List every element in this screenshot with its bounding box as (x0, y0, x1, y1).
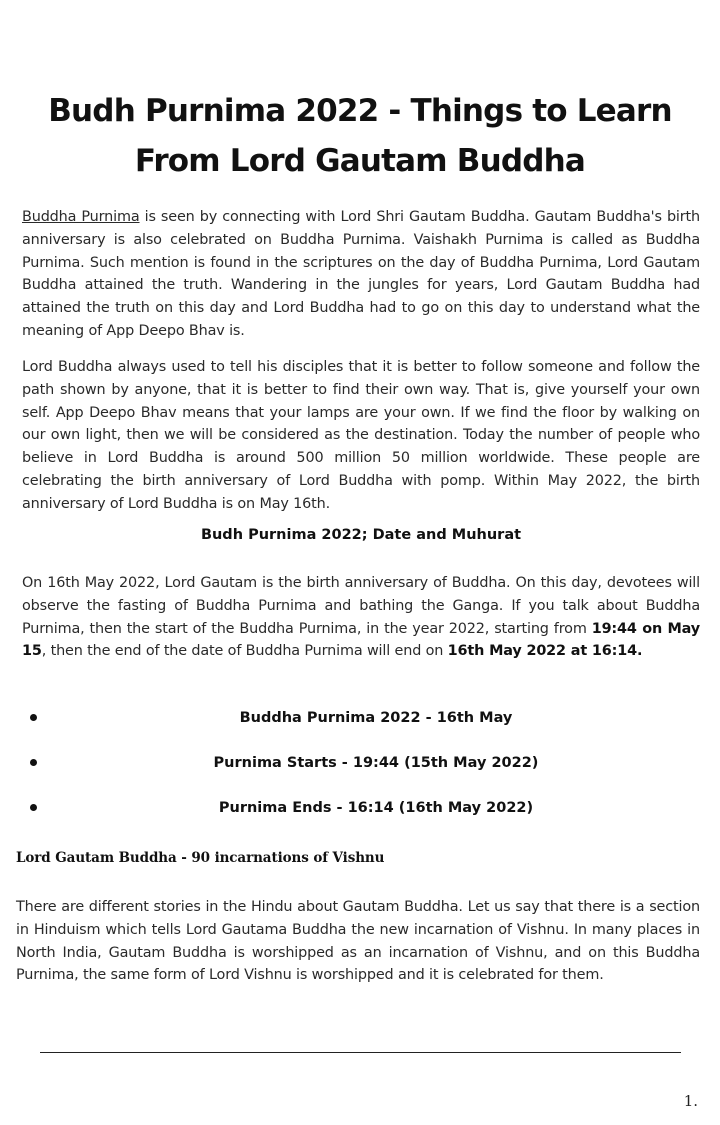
start-time-bold: 19:44 on May 15 (22, 620, 700, 660)
page-number: 1. (683, 1092, 698, 1110)
incarnations-paragraph: There are different stories in the Hindu about Gautam Buddha. Let us say that there is a section in Hinduism which tells Lord Gautama Buddha the new incarnation of Vishnu. In many places in North India, Gautam Buddha is worshipped as an incarnation of Vishnu, and on this Buddha Purnima, the same form of Lord Vishnu is worshipped and it is celebrated for them. (16, 899, 700, 984)
intro-paragraph (22, 206, 700, 343)
footer-divider (40, 1052, 681, 1053)
date-muhurat-heading: Budh Purnima 2022; Date and Muhurat (200, 527, 522, 543)
date-paragraph (22, 572, 700, 663)
bullet-icon (30, 759, 37, 766)
page-title: Budh Purnima 2022 - Things to Learn From Lord Gautam Buddha (48, 93, 672, 179)
incarnations-heading: Lord Gautam Buddha - 90 incarnations of Vishnu (16, 850, 385, 866)
list-item (22, 706, 700, 751)
date-paragraph-text-2: , then the end of the date of Buddha Purnima will end on (41, 643, 448, 660)
bullet-icon (30, 714, 37, 721)
list-item-text: Purnima Ends - 16:14 (16th May 2022) (218, 800, 534, 816)
intro-paragraph-text: is seen by connecting with Lord Shri Gautam Buddha. Gautam Buddha's birth anniversary is also celebrated on Buddha Purnima. Vaishakh Purnima is called as Buddha Purnima. Such mention is found in the scriptures on the day of Buddha Purnima, Lord Gautam Buddha attained the truth. Wandering in the jungles for years, Lord Gautam Buddha had attained the truth on this day and Lord Buddha had to go on this day to understand what the meaning of App Deepo Bhav is. (22, 209, 701, 339)
list-item (22, 751, 700, 796)
list-item-text: Purnima Starts - 19:44 (15th May 2022) (213, 755, 539, 771)
disciples-paragraph: Lord Buddha always used to tell his disciples that it is better to follow someone and follow the path shown by anyone, that it is better to find their own way. That is, give yourself your own self. App Deepo Bhav means that your lamps are your own. If we find the floor by walking on our own light, then we will be considered as the destination. Today the number of people who believe in Lord Buddha is around 500 million 50 million worldwide. These people are celebrating the birth anniversary of Lord Buddha with pomp. Within May 2022, the birth anniversary of Lord Buddha is on May 16th. (22, 359, 700, 512)
timing-list (22, 706, 700, 841)
buddha-purnima-link[interactable]: Buddha Purnima (22, 209, 140, 225)
date-paragraph-text-1: On 16th May 2022, Lord Gautam is the birth anniversary of Buddha. On this day, devotees will observe the fasting of Buddha Purnima and bathing the Ganga. If you talk about Buddha Purnima, then the start of the Buddha Purnima, in the year 2022, starting from (22, 575, 700, 637)
list-item-text: Buddha Purnima 2022 - 16th May (239, 710, 513, 726)
list-item (22, 796, 700, 841)
end-time-bold: 16th May 2022 at 16:14. (447, 643, 643, 660)
bullet-icon (30, 804, 37, 811)
